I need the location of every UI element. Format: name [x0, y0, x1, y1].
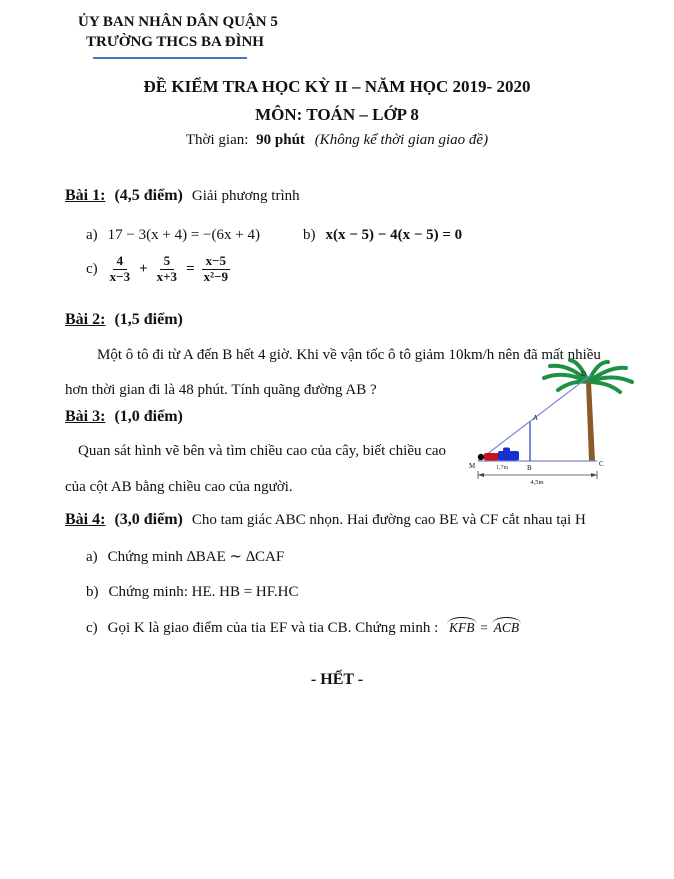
- problem-1-heading: [65, 187, 300, 205]
- palm-tree-trunk: [586, 382, 595, 461]
- person-head: [478, 454, 484, 460]
- fraction-3-numerator: x−5: [202, 254, 230, 270]
- equation-1a: 17 − 3(x + 4) = −(6x + 4): [107, 227, 260, 243]
- problem-3-text-line2: của cột AB bằng chiều cao của người.: [65, 479, 293, 495]
- part-c-marker: c): [86, 620, 98, 636]
- part-b-marker: b): [86, 584, 99, 600]
- tree-height-diagram: [460, 358, 666, 502]
- header-school-name: TRƯỜNG THCS BA ĐÌNH: [86, 34, 264, 50]
- part-a-text: Chứng minh ∆BAE ∼ ∆CAF: [107, 549, 285, 565]
- problem-4-part-c: [86, 620, 521, 637]
- time-value: 90 phút: [256, 132, 305, 148]
- person-torso: [484, 453, 499, 461]
- problem-1-label: Bài 1:: [65, 187, 106, 204]
- figure-label-B: B: [527, 464, 532, 472]
- problem-2-heading: [65, 311, 183, 329]
- problem-2-text-line2: hơn thời gian đi là 48 phút. Tính quãng đường AB ?: [65, 382, 377, 398]
- figure-label-A: A: [533, 414, 539, 422]
- lying-person: [478, 448, 519, 461]
- part-b-marker: b): [303, 227, 316, 243]
- time-note: (Không kể thời gian giao đề): [314, 132, 489, 148]
- tree-height-figure: [460, 358, 666, 502]
- fraction-2-denominator: x+3: [156, 268, 178, 284]
- dim-arrow-left: [478, 473, 484, 477]
- part-b-text: Chứng minh: HE. HB = HF.HC: [108, 584, 299, 600]
- problem-4-points: (3,0 điểm): [114, 511, 183, 528]
- end-of-exam-marker: - HẾT -: [310, 671, 364, 688]
- figure-label-M: M: [469, 462, 476, 470]
- fraction-3: [202, 254, 230, 285]
- problem-1-part-c: [86, 254, 230, 285]
- time-label: Thời gian:: [185, 132, 249, 148]
- problem-4-part-b: [86, 584, 299, 601]
- problem-2-points: (1,5 điểm): [114, 311, 183, 328]
- person-knee: [503, 448, 510, 453]
- problem-1-part-a: [86, 226, 260, 244]
- fraction-2-numerator: 5: [160, 254, 175, 270]
- angle-KFB: KFB: [449, 620, 475, 635]
- equation-1b: x(x − 5) − 4(x − 5) = 0: [325, 227, 463, 243]
- header-underline-rule: [93, 57, 247, 59]
- part-a-marker: a): [86, 227, 98, 243]
- exam-title: ĐỀ KIỂM TRA HỌC KỲ II – NĂM HỌC 2019- 2020: [143, 77, 531, 96]
- part-c-text: Gọi K là giao điểm của tia EF và tia CB. Chứng minh :: [107, 620, 439, 636]
- fraction-1: [108, 254, 132, 285]
- exam-time-line: [0, 132, 674, 149]
- angle-equals: =: [480, 620, 488, 635]
- fraction-2: [155, 254, 179, 285]
- problem-1-intro: Giải phương trình: [191, 188, 300, 204]
- fraction-3-denominator: x²−9: [203, 268, 228, 284]
- problem-3-heading: [65, 408, 183, 426]
- fraction-1-numerator: 4: [113, 254, 128, 270]
- angle-ACB: ACB: [493, 620, 520, 635]
- figure-label-C: C: [599, 460, 604, 468]
- header-organization: ỦY BAN NHÂN DÂN QUẬN 5: [78, 14, 278, 30]
- part-a-marker: a): [86, 549, 98, 565]
- part-c-marker: c): [86, 260, 98, 277]
- problem-4-label: Bài 4:: [65, 511, 106, 528]
- figure-dim-4-5m: 4,5m: [530, 479, 544, 486]
- problem-1-points: (4,5 điểm): [114, 187, 183, 204]
- plus-operator: +: [139, 260, 148, 277]
- problem-3-text-line1: Quan sát hình vẽ bên và tìm chiều cao của cây, biết chiều cao: [78, 443, 447, 459]
- dim-arrow-right: [591, 473, 597, 477]
- problem-2-text-line1: Một ô tô đi từ A đến B hết 4 giờ. Khi về vận tốc ô tô giảm 10km/h nên đã mất nhiều: [97, 347, 601, 363]
- figure-dim-1-7m: 1,7m: [496, 465, 509, 471]
- dimension-line: [478, 471, 597, 479]
- problem-3-label: Bài 3:: [65, 408, 106, 425]
- problem-4-intro: Cho tam giác ABC nhọn. Hai đường cao BE và CF cắt nhau tại H: [191, 512, 586, 528]
- problem-3-points: (1,0 điểm): [114, 408, 183, 425]
- problem-2-label: Bài 2:: [65, 311, 106, 328]
- problem-4-heading: [65, 511, 586, 529]
- exam-subject: MÔN: TOÁN – LỚP 8: [255, 105, 419, 124]
- problem-1-part-b: [303, 226, 462, 244]
- figure-label-D: D: [581, 370, 587, 378]
- fraction-1-denominator: x−3: [109, 268, 131, 284]
- equals-operator: =: [186, 260, 195, 277]
- problem-4-part-a: [86, 547, 284, 566]
